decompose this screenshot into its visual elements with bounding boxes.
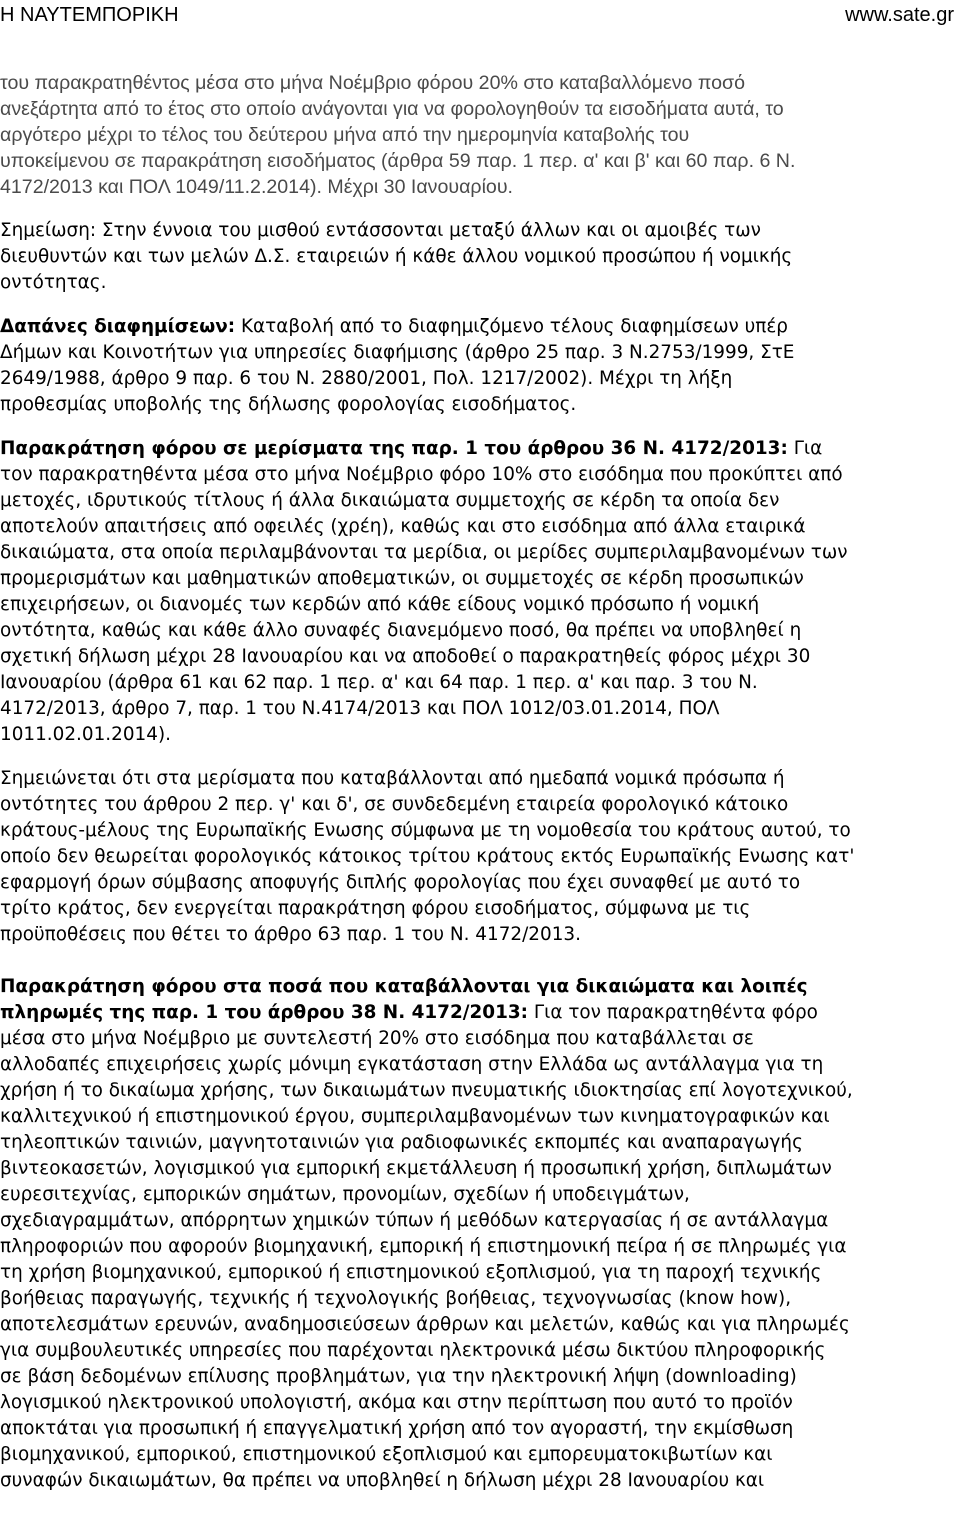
- paragraph-salary-note: [0, 218, 956, 296]
- section-heading: Παρακράτηση φόρου στα ποσά που καταβάλλονται για δικαιώματα και λοιπές: [0, 976, 808, 997]
- text-line: του παρακρατηθέντος μέσα στο μήνα Νοέμβριο φόρου 20% στο καταβαλλόμενο ποσό: [0, 72, 745, 94]
- text-line: αποτελούν απαιτήσεις από οφειλές (χρέη), καθώς και στο εισόδημα από άλλα εταιρικά: [0, 516, 806, 537]
- text-line: προμερισμάτων και μαθηματικών αποθεματικών, οι συμμετοχές σε κέρδη προσωπικών: [0, 568, 804, 589]
- text-line: συναφών δικαιωμάτων, θα πρέπει να υποβληθεί η δήλωση μέχρι 28 Ιανουαρίου και: [0, 1470, 765, 1491]
- text-line: οντότητα, καθώς και κάθε άλλο συναφές διανεμόμενο ποσό, θα πρέπει να υποβληθεί η: [0, 620, 802, 641]
- text-line: τη χρήση βιομηχανικού, εμπορικού ή επιστημονικού εξοπλισμού, για τη παροχή τεχνικής: [0, 1262, 822, 1283]
- text-line: τηλεοπτικών ταινιών, μαγνητοταινιών για ραδιοφωνικές εκπομπές και αναπαραγωγής: [0, 1132, 803, 1153]
- text-line: αποκτάται για προσωπική ή επαγγελματική χρήση από τον αγοραστή, την εκμίσθωση: [0, 1418, 794, 1439]
- paragraph-dividend-exemption-note: [0, 766, 956, 948]
- text-line: 2649/1988, άρθρο 9 παρ. 6 του Ν. 2880/2001, Πολ. 1217/2002). Μέχρι τη λήξη: [0, 368, 733, 389]
- text-line: καλλιτεχνικού ή επιστημονικού έργου, συμπεριλαμβανομένων των κινηματογραφικών και: [0, 1106, 830, 1127]
- text-line: προϋποθέσεις που θέτει το άρθρο 63 παρ. 1 του Ν. 4172/2013.: [0, 924, 581, 945]
- text-line: χρήση ή το δικαίωμα χρήσης, των δικαιωμάτων πνευματικής ιδιοκτησίας επί λογοτεχνικού,: [0, 1080, 853, 1101]
- text-line: Σημείωση: Στην έννοια του μισθού εντάσσονται μεταξύ άλλων και οι αμοιβές των: [0, 220, 761, 241]
- document-body: [0, 70, 956, 1494]
- text-line: 4172/2013, άρθρο 7, παρ. 1 του Ν.4174/2013 και ΠΟΛ 1012/03.01.2014, ΠΟΛ: [0, 698, 720, 719]
- text-line: μετοχές, ιδρυτικούς τίτλους ή άλλα δικαιώματα συμμετοχής σε κέρδη τα οποία δεν: [0, 490, 780, 511]
- section-heading-cont: πληρωμές της παρ. 1 του άρθρου 38 Ν. 4172/2013:: [0, 1002, 529, 1023]
- text-line: δικαιώματα, στα οποία περιλαμβάνονται τα μερίδια, οι μερίδες συμπεριλαμβανομένων των: [0, 542, 848, 563]
- text-line: Ιανουαρίου (άρθρα 61 και 62 παρ. 1 περ. α' και 64 παρ. 1 περ. α' και παρ. 3 του Ν.: [0, 672, 758, 693]
- paragraph-withholding-deadline: [0, 70, 956, 200]
- page-header: [0, 0, 960, 32]
- text-line: προθεσμίας υποβολής της δήλωσης φορολογίας εισοδήματος.: [0, 394, 577, 415]
- text-line: οντότητες του άρθρου 2 περ. γ' και δ', σε συνδεδεμένη εταιρεία φορολογικό κάτοικο: [0, 794, 789, 815]
- text-line: αποτελεσμάτων ερευνών, αναδημοσιεύσεων άρθρων και μελετών, καθώς και για πληρωμές: [0, 1314, 850, 1335]
- text-line: λογισμικού ηλεκτρονικού υπολογιστή, ακόμα και στην περίπτωση που αυτό το προϊόν: [0, 1392, 793, 1413]
- text-line: πληρωμές της παρ. 1 του άρθρου 38 Ν. 4172/2013: Για τον παρακρατηθέντα φόρο: [0, 1002, 818, 1023]
- text-line: πληροφοριών που αφορούν βιομηχανική, εμπορική ή επιστημονική πείρα ή σε πληρωμές για: [0, 1236, 847, 1257]
- paragraph-royalties: [0, 974, 956, 1494]
- text-line: επιχειρήσεων, οι διανομές των κερδών από κάθε είδους νομικό πρόσωπο ή νομική: [0, 594, 760, 615]
- text-line: κράτους-μέλους της Ευρωπαϊκής Ενωσης σύμφωνα με τη νομοθεσία του κράτους αυτού, το: [0, 820, 851, 841]
- text-line: βοήθειας παραγωγής, τεχνικής ή τεχνολογικής βοήθειας, τεχνογνωσίας (know how),: [0, 1288, 792, 1309]
- text-line: Σημειώνεται ότι στα μερίσματα που καταβάλλονται από ημεδαπά νομικά πρόσωπα ή: [0, 768, 785, 789]
- text-line: σχεδιαγραμμάτων, απόρρητων χημικών τύπων ή μεθόδων κατεργασίας ή σε αντάλλαγμα: [0, 1210, 829, 1231]
- publisher-name: Η ΝΑΥΤΕΜΠΟΡΙΚΗ: [0, 4, 179, 26]
- text-line: βιομηχανικού, εμπορικού, επιστημονικού εξοπλισμού και εμπορευματοκιβωτίων και: [0, 1444, 773, 1465]
- text-line: ευρεσιτεχνίας, εμπορικών σημάτων, προνομίων, σχεδίων ή υποδειγμάτων,: [0, 1184, 690, 1205]
- text-line: ανεξάρτητα από το έτος στο οποίο ανάγονται για να φορολογηθούν τα εισοδήματα αυτά, το: [0, 98, 784, 120]
- section-heading: Παρακράτηση φόρου σε μερίσματα της παρ. 1 του άρθρου 36 Ν. 4172/2013:: [0, 438, 788, 459]
- paragraph-dividends: [0, 436, 956, 748]
- text-line: βιντεοκασετών, λογισμικού για εμπορική εκμετάλλευση ή προσωπική χρήση, διπλωμάτων: [0, 1158, 832, 1179]
- text-line: οντότητας.: [0, 272, 107, 293]
- text-line: Δήμων και Κοινοτήτων για υπηρεσίες διαφήμισης (άρθρο 25 παρ. 3 Ν.2753/1999, ΣτΕ: [0, 342, 795, 363]
- text-line: εφαρμογή όρων σύμβασης αποφυγής διπλής φορολογίας που έχει συναφθεί με αυτό το: [0, 872, 801, 893]
- text-line: σχετική δήλωση μέχρι 28 Ιανουαρίου και να αποδοθεί ο παρακρατηθείς φόρος μέχρι 30: [0, 646, 811, 667]
- paragraph-advertising-costs: [0, 314, 956, 418]
- text-line: τρίτο κράτος, δεν ενεργείται παρακράτηση φόρου εισοδήματος, σύμφωνα με τις: [0, 898, 751, 919]
- text-line: υποκείμενου σε παρακράτηση εισοδήματος (άρθρα 59 παρ. 1 περ. α' και β' και 60 παρ. 6 Ν.: [0, 150, 796, 172]
- site-url: www.sate.gr: [845, 4, 954, 26]
- text-line: σε βάση δεδομένων επίλυσης προβλημάτων, για την ηλεκτρονική λήψη (downloading): [0, 1366, 797, 1387]
- section-heading: Δαπάνες διαφημίσεων:: [0, 316, 236, 337]
- text-line: μέσα στο μήνα Νοέμβριο με συντελεστή 20% στο εισόδημα που καταβάλλεται σε: [0, 1028, 754, 1049]
- text-line: για συμβουλευτικές υπηρεσίες που παρέχονται ηλεκτρονικά μέσω δικτύου πληροφορικής: [0, 1340, 826, 1361]
- text-line: 4172/2013 και ΠΟΛ 1049/11.2.2014). Μέχρι 30 Ιανουαρίου.: [0, 176, 513, 198]
- text-line: οποίο δεν θεωρείται φορολογικός κάτοικος τρίτου κράτους εκτός Ευρωπαϊκής Ενωσης κατ': [0, 846, 855, 867]
- text-line: Δαπάνες διαφημίσεων: Καταβολή από το διαφημιζόμενο τέλους διαφημίσεων υπέρ: [0, 316, 788, 337]
- text-line: 1011.02.01.2014).: [0, 724, 171, 745]
- text-line: αλλοδαπές επιχειρήσεις χωρίς μόνιμη εγκατάσταση στην Ελλάδα ως αντάλλαγμα για τη: [0, 1054, 824, 1075]
- text-line: Παρακράτηση φόρου σε μερίσματα της παρ. 1 του άρθρου 36 Ν. 4172/2013: Για: [0, 438, 823, 459]
- text-line: αργότερο μέχρι το τέλος του δεύτερου μήνα από την ημερομηνία καταβολής του: [0, 124, 690, 146]
- text-line: τον παρακρατηθέντα μέσα στο μήνα Νοέμβριο φόρο 10% στο εισόδημα που προκύπτει από: [0, 464, 843, 485]
- text-line: διευθυντών και των μελών Δ.Σ. εταιρειών ή κάθε άλλου νομικού προσώπου ή νομικής: [0, 246, 793, 267]
